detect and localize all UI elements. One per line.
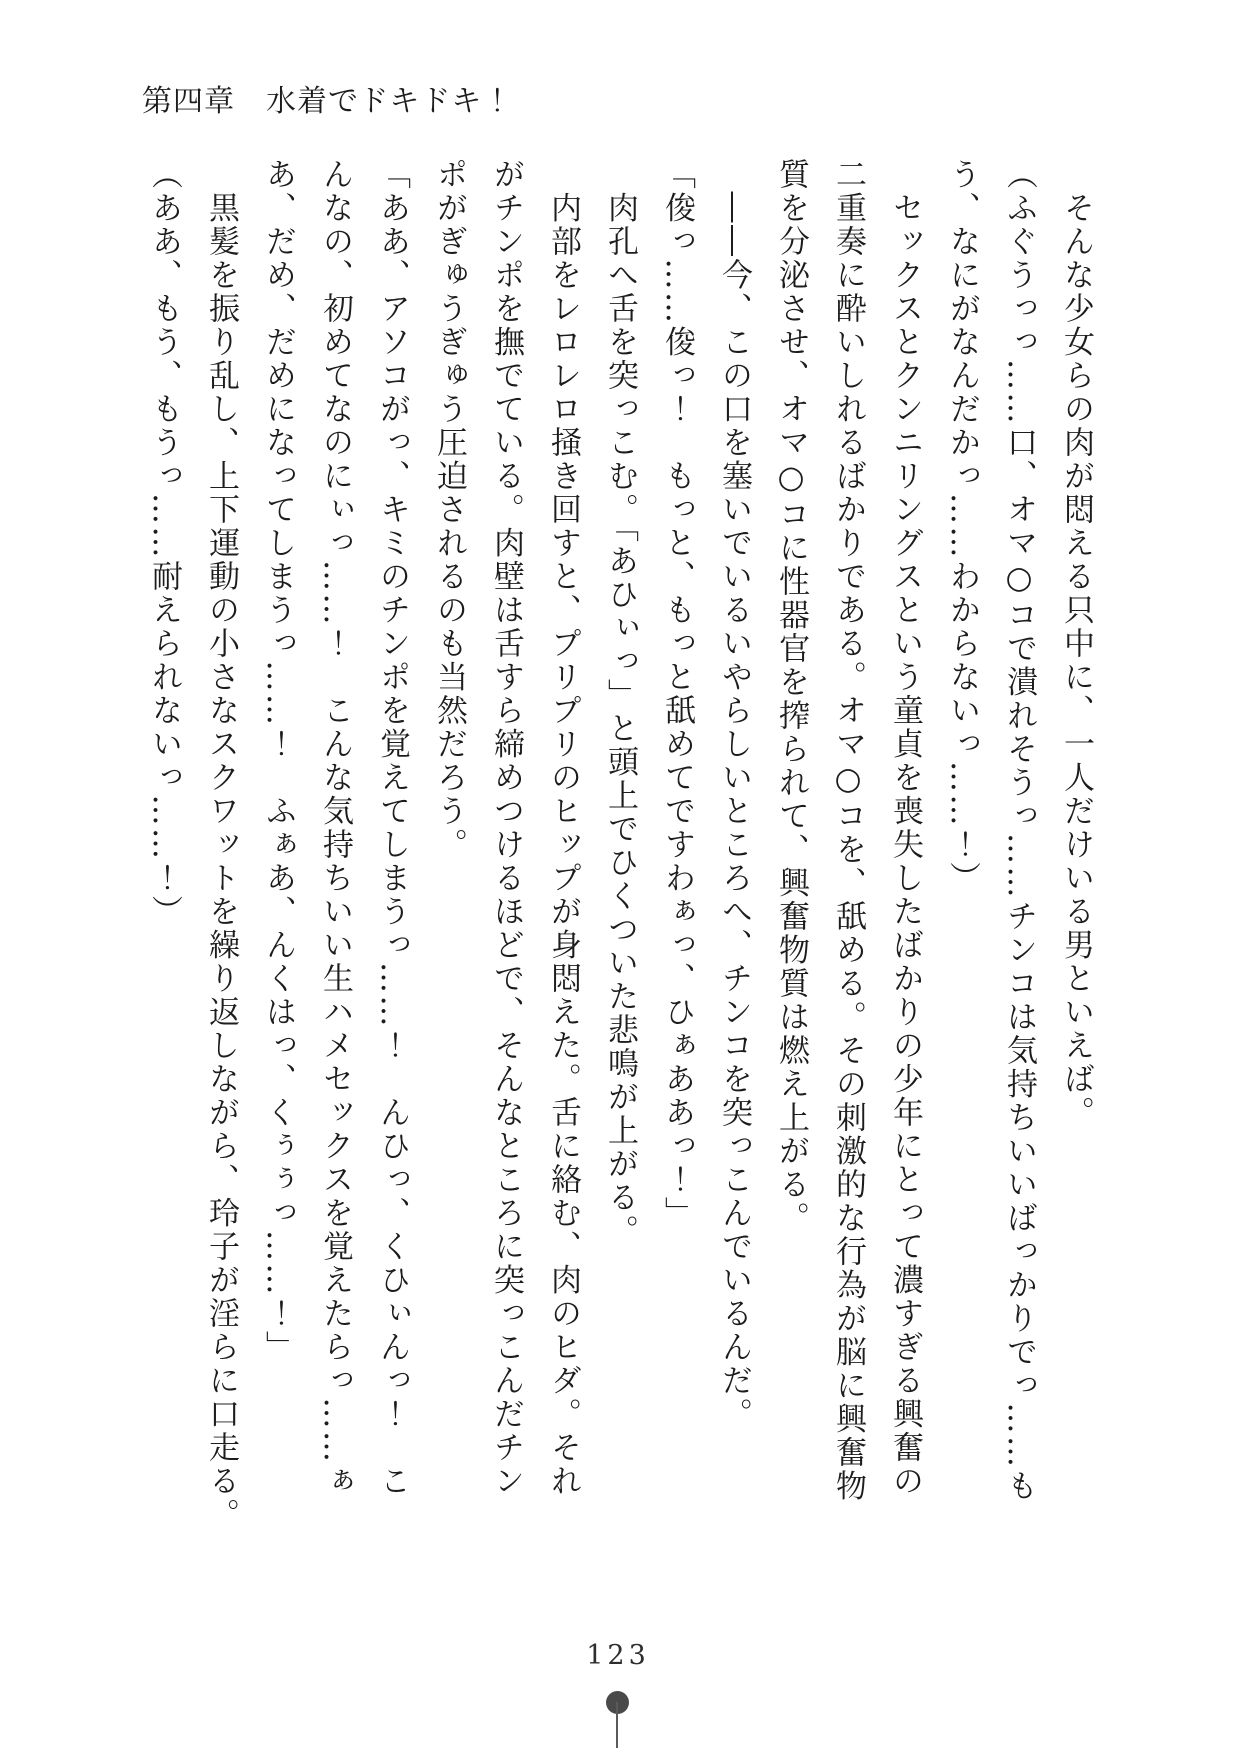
text-column-4: セックスとクンニリングスという童貞を喪失したばかりの少年にとって濃すぎる興奮の [887,158,923,1498]
text-column-1: そんな少女らの肉が悶える只中に、一人だけいる男といえば。 [1058,158,1094,1130]
footer-line-ornament [616,1702,618,1748]
text-column-7: ――今、この口を塞いでいるいやらしいところへ、チンコを突っこんでいるんだ。 [716,158,752,1431]
text-column-12: ポがぎゅうぎゅう圧迫されるのも当然だろう。 [431,158,467,862]
text-column-11: がチンポを撫でている。肉壁は舌すら締めつけるほどで、そんなところに突っこんだチン [488,158,524,1498]
text-column-14: んなの、初めてなのにぃっ……！ こんな気持ちいい生ハメセックスを覚えたらっ……ぁ [317,158,353,1498]
text-column-15: あ、だめ、だめになってしまうっ……！ ふぁあ、んくはっ、くぅぅっ……！」 [260,158,296,1364]
text-column-3: う、なにがなんだかっ……わからないっ……！） [944,158,980,895]
text-column-9: 肉孔へ舌を突っこむ。「あひぃっ」と頭上でひくついた悲鳴が上がる。 [602,158,638,1248]
text-column-16: 黒髪を振り乱し、上下運動の小さなスクワットを繰り返しながら、玲子が淫らに口走る。 [203,158,239,1532]
text-column-13: 「ああ、アソコがっ、キミのチンポを覚えてしまうっ……！ んひっ、くひぃんっ！ こ [374,158,410,1498]
page-number: 123 [586,1640,650,1671]
text-column-17: （ああ、もう、もうっ……耐えられないっ……！） [146,158,182,929]
text-column-5: 二重奏に酔いしれるばかりである。オマ○コを、舐める。その刺激的な行為が脳に興奮物 [830,158,866,1503]
text-column-8: 「俊っ……俊っ！ もっと、もっと舐めてですわぁっ、ひぁああっ！」 [659,158,695,1230]
text-column-2: （ふぐうっっ……口、オマ○コで潰れそうっ……チンコは気持ちいいばっかりでっ……も [1001,158,1037,1503]
chapter-heading: 第四章 水着でドキドキ！ [142,84,514,119]
text-column-10: 内部をレロレロ掻き回すと、プリプリのヒップが身悶えた。舌に絡む、肉のヒダ。それ [545,158,581,1498]
body-text [135,158,1104,1550]
text-column-6: 質を分泌させ、オマ○コに性器官を搾られて、興奮物質は燃え上がる。 [773,158,809,1235]
